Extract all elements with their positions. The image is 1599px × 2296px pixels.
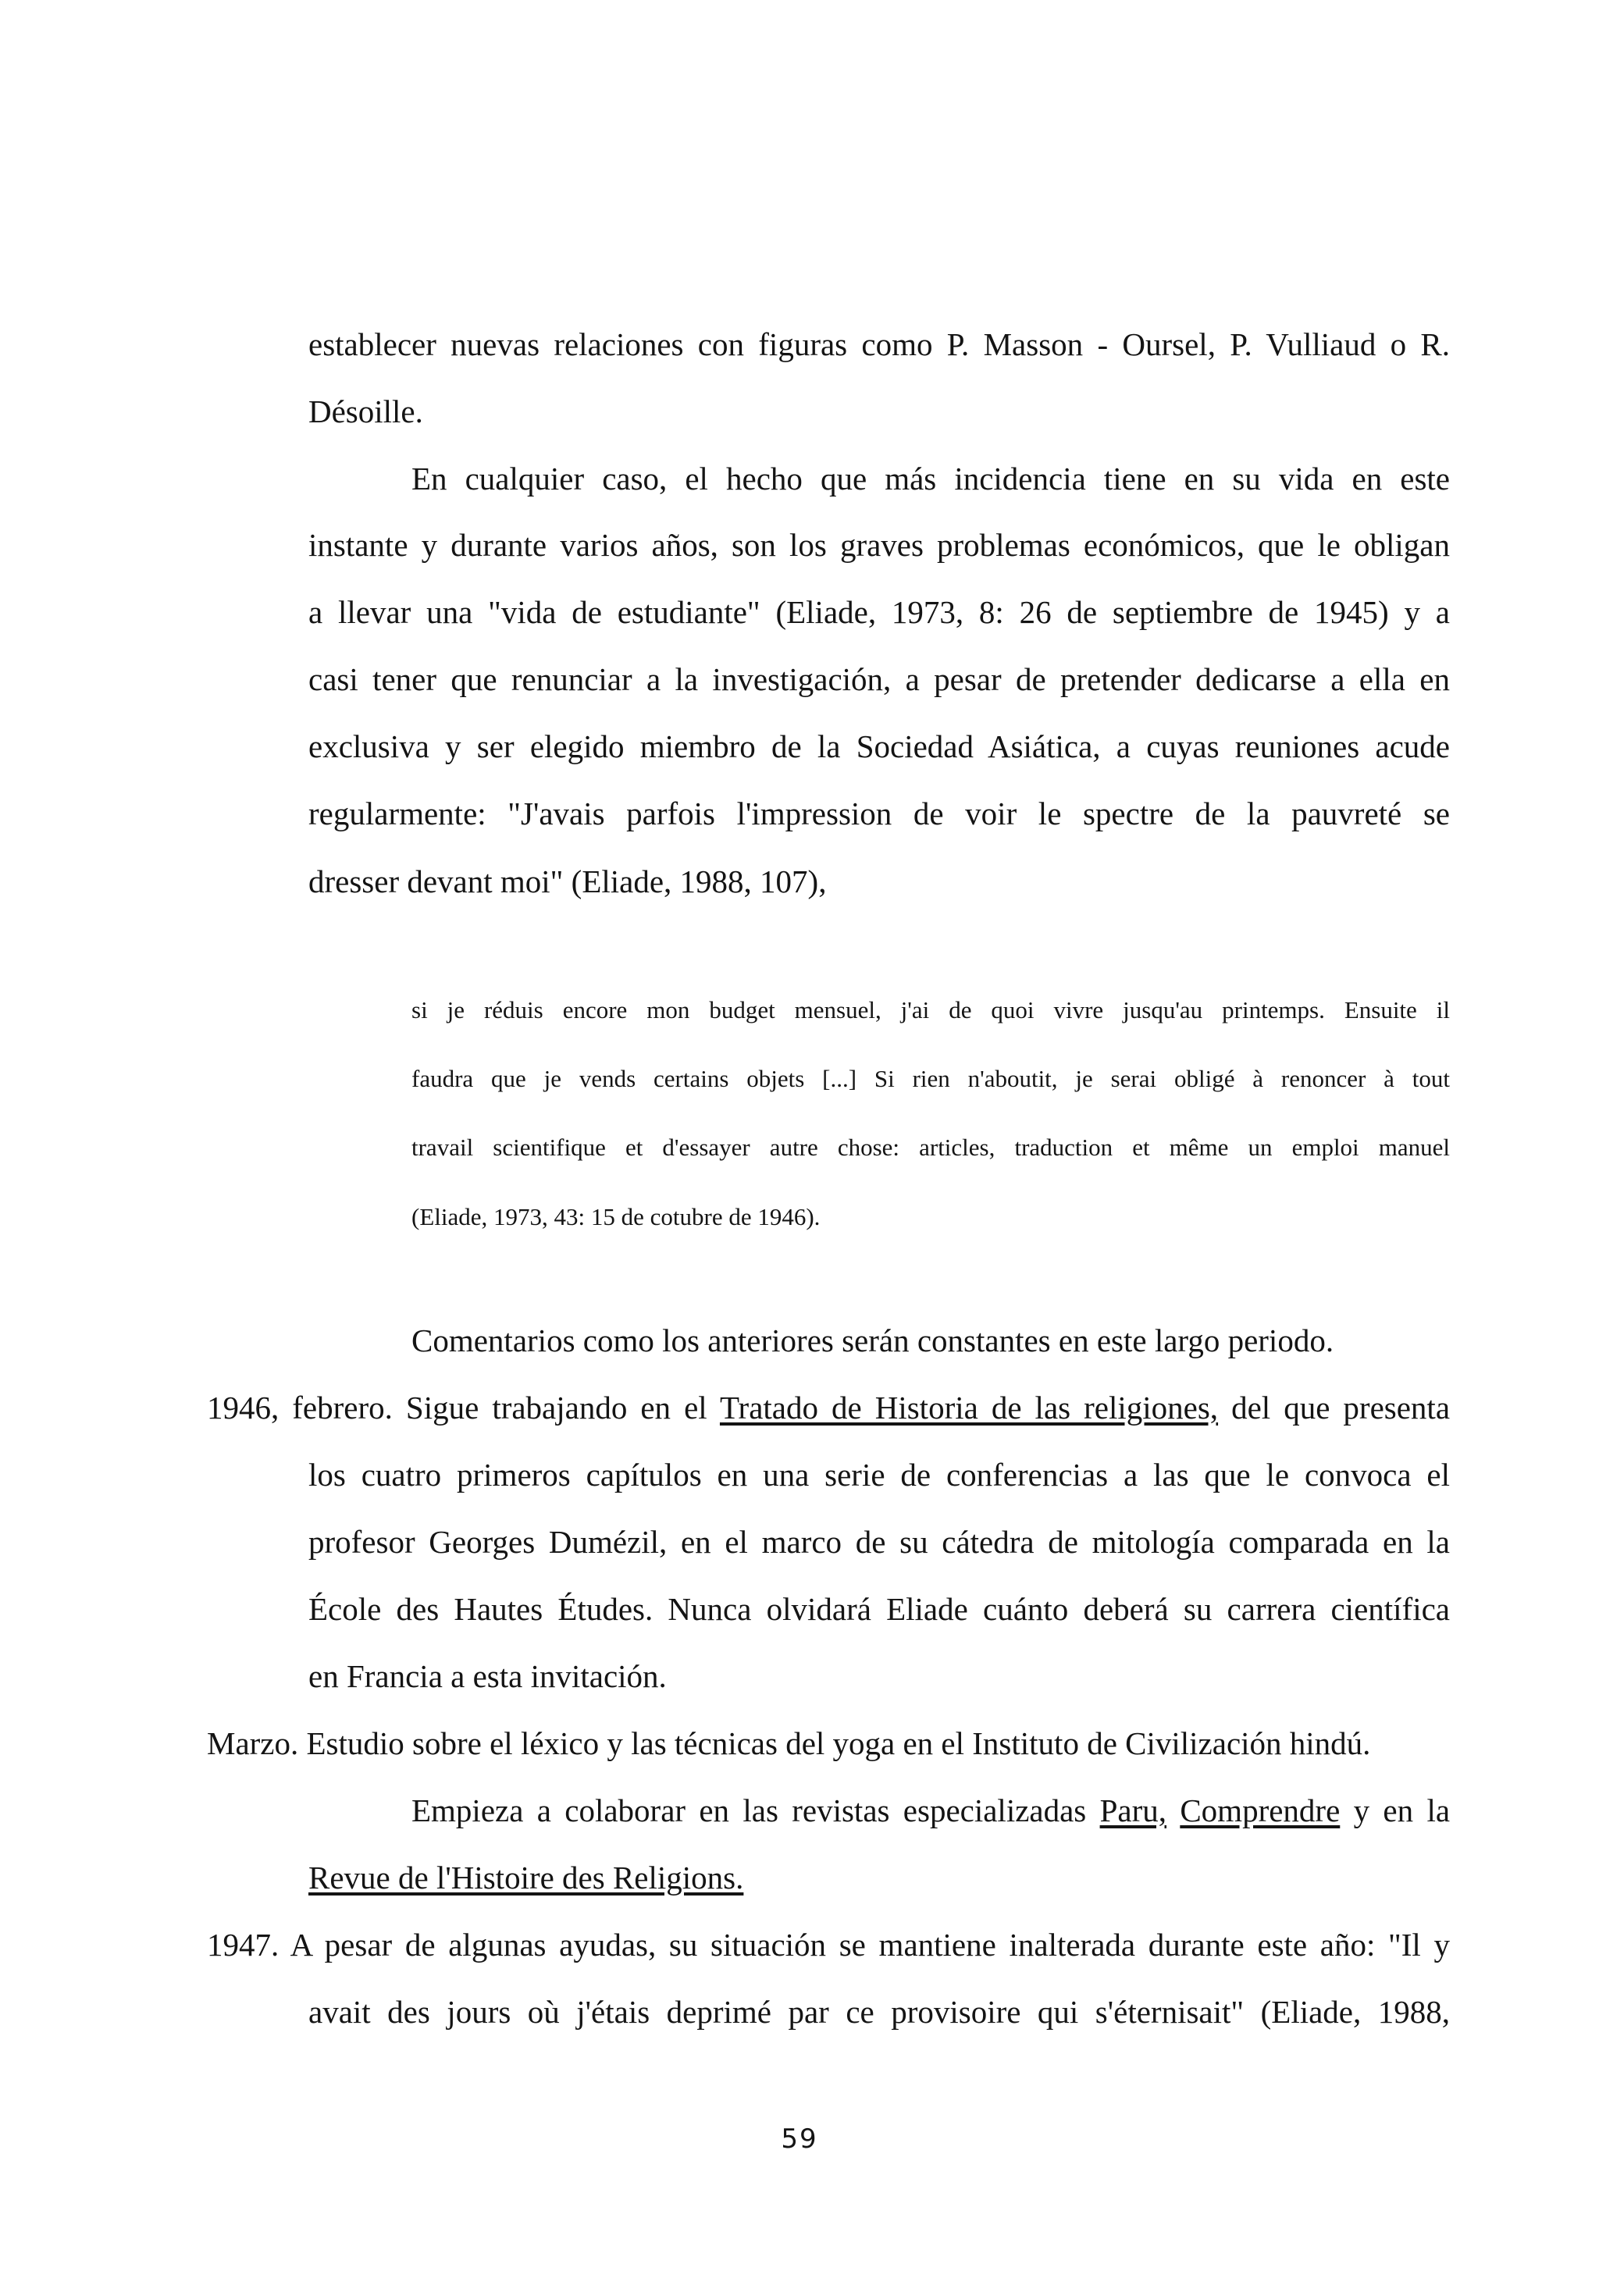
chronology-entry-1947 (207, 1925, 1450, 1964)
body-line: profesor Georges Dumézil, en el marco de su cátedra de mitología comparada en la (308, 1524, 1450, 1560)
chronology-entry-marzo (207, 1724, 1370, 1763)
body-line: casi tener que renunciar a la investigación, a pesar de pretender dedicarse a ella en (308, 661, 1450, 697)
entry-text: Sigue trabajando en el (405, 1390, 707, 1426)
body-line: los cuatro primeros capítulos en una serie de conferencias a las que le convoca el (308, 1457, 1450, 1493)
body-line (411, 1791, 1450, 1830)
book-title-tratado: Tratado de Historia de las religiones, (719, 1390, 1219, 1426)
journal-title-paru: Paru, (1099, 1792, 1166, 1828)
entry-date: 1947. (207, 1927, 280, 1963)
body-line: en Francia a esta invitación. (308, 1658, 667, 1694)
body-line: École des Hautes Études. Nunca olvidará Eliade cuánto deberá su carrera científica (308, 1591, 1450, 1627)
body-line: avait des jours où j'étais deprimé par ce provisoire qui s'éternisait" (Eliade, 1988, (308, 1994, 1450, 2030)
body-line: instante y durante varios años, son los graves problemas económicos, que le obligan (308, 527, 1450, 563)
body-line: establecer nuevas relaciones con figuras como P. Masson - Oursel, P. Vulliaud o R. (308, 326, 1450, 362)
entry-text: Empieza a colaborar en las revistas especializadas (411, 1792, 1087, 1828)
block-quote-line: travail scientifique et d'essayer autre chose: articles, traduction et même un emploi manuel (411, 1134, 1450, 1161)
entry-date: 1946, febrero. (207, 1390, 393, 1426)
block-quote-line: faudra que je vends certains objets [...] Si rien n'aboutit, je serai obligé à renoncer à tout (411, 1065, 1450, 1092)
body-line (308, 1858, 743, 1897)
block-quote-line: si je réduis encore mon budget mensuel, j'ai de quoi vivre jusqu'au printemps. Ensuite il (411, 996, 1450, 1023)
body-line: exclusiva y ser elegido miembro de la Sociedad Asiática, a cuyas reuniones acude (308, 728, 1450, 764)
body-line: En cualquier caso, el hecho que más incidencia tiene en su vida en este (411, 461, 1450, 497)
journal-title-comprendre: Comprendre (1180, 1792, 1341, 1828)
body-line: regularmente: "J'avais parfois l'impression de voir le spectre de la pauvreté se (308, 796, 1450, 831)
journal-title-revue: Revue de l'Histoire des Religions. (308, 1860, 744, 1896)
entry-date: Marzo. (207, 1725, 299, 1761)
block-quote-line: (Eliade, 1973, 43: 15 de cotubre de 1946). (411, 1203, 821, 1230)
chronology-entry-1946 (207, 1388, 1450, 1427)
body-line: a llevar una "vida de estudiante" (Eliade, 1973, 8: 26 de septiembre de 1945) y a (308, 594, 1450, 630)
entry-text: y en la (1353, 1792, 1451, 1828)
entry-text: Estudio sobre el léxico y las técnicas del yoga en el Instituto de Civilización hindú. (306, 1725, 1371, 1761)
entry-text: del que presenta (1231, 1390, 1451, 1426)
page-number: 59 (781, 2123, 818, 2155)
body-line: dresser devant moi" (Eliade, 1988, 107), (308, 863, 827, 899)
body-line: Désoille. (308, 393, 423, 429)
entry-text: A pesar de algunas ayudas, su situación se mantiene inalterada durante este año: "Il y (290, 1927, 1450, 1963)
body-line: Comentarios como los anteriores serán constantes en este largo periodo. (411, 1322, 1334, 1358)
